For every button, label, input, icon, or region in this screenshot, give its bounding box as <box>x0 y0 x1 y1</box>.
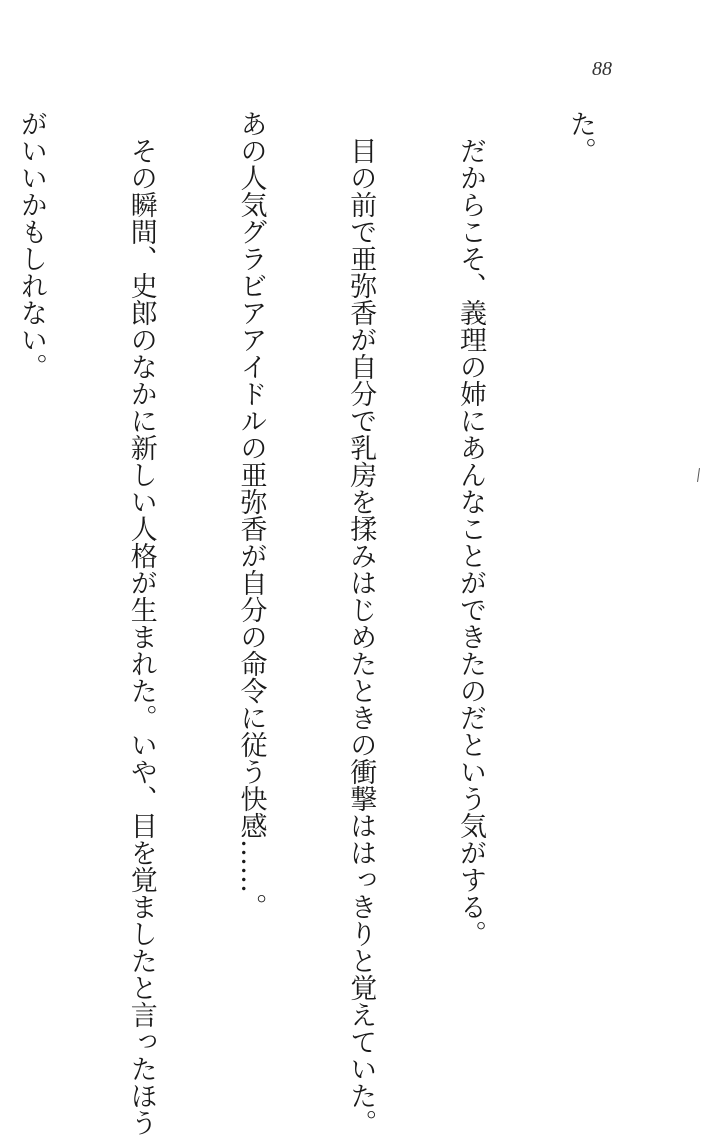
page-number: 88 <box>592 58 612 80</box>
stray-ink-mark <box>697 468 700 482</box>
vertical-text-body <box>15 110 671 1136</box>
text-line: 目の前で亜弥香が自分で乳房を揉みはじめたときの衝撃ははっきりと覚えていた。 <box>345 137 377 1136</box>
text-line: がいいかもしれない。 <box>15 110 47 380</box>
text-line: だからこそ、義理の姉にあんなことができたのだという気がする。 <box>455 137 487 947</box>
text-line: あの人気グラビアアイドルの亜弥香が自分の命令に従う快感……。 <box>235 110 267 920</box>
text-line: た。 <box>564 110 596 164</box>
text-line: その瞬間、史郎のなかに新しい人格が生まれた。いや、目を覚ましたと言ったほう <box>125 137 157 1136</box>
